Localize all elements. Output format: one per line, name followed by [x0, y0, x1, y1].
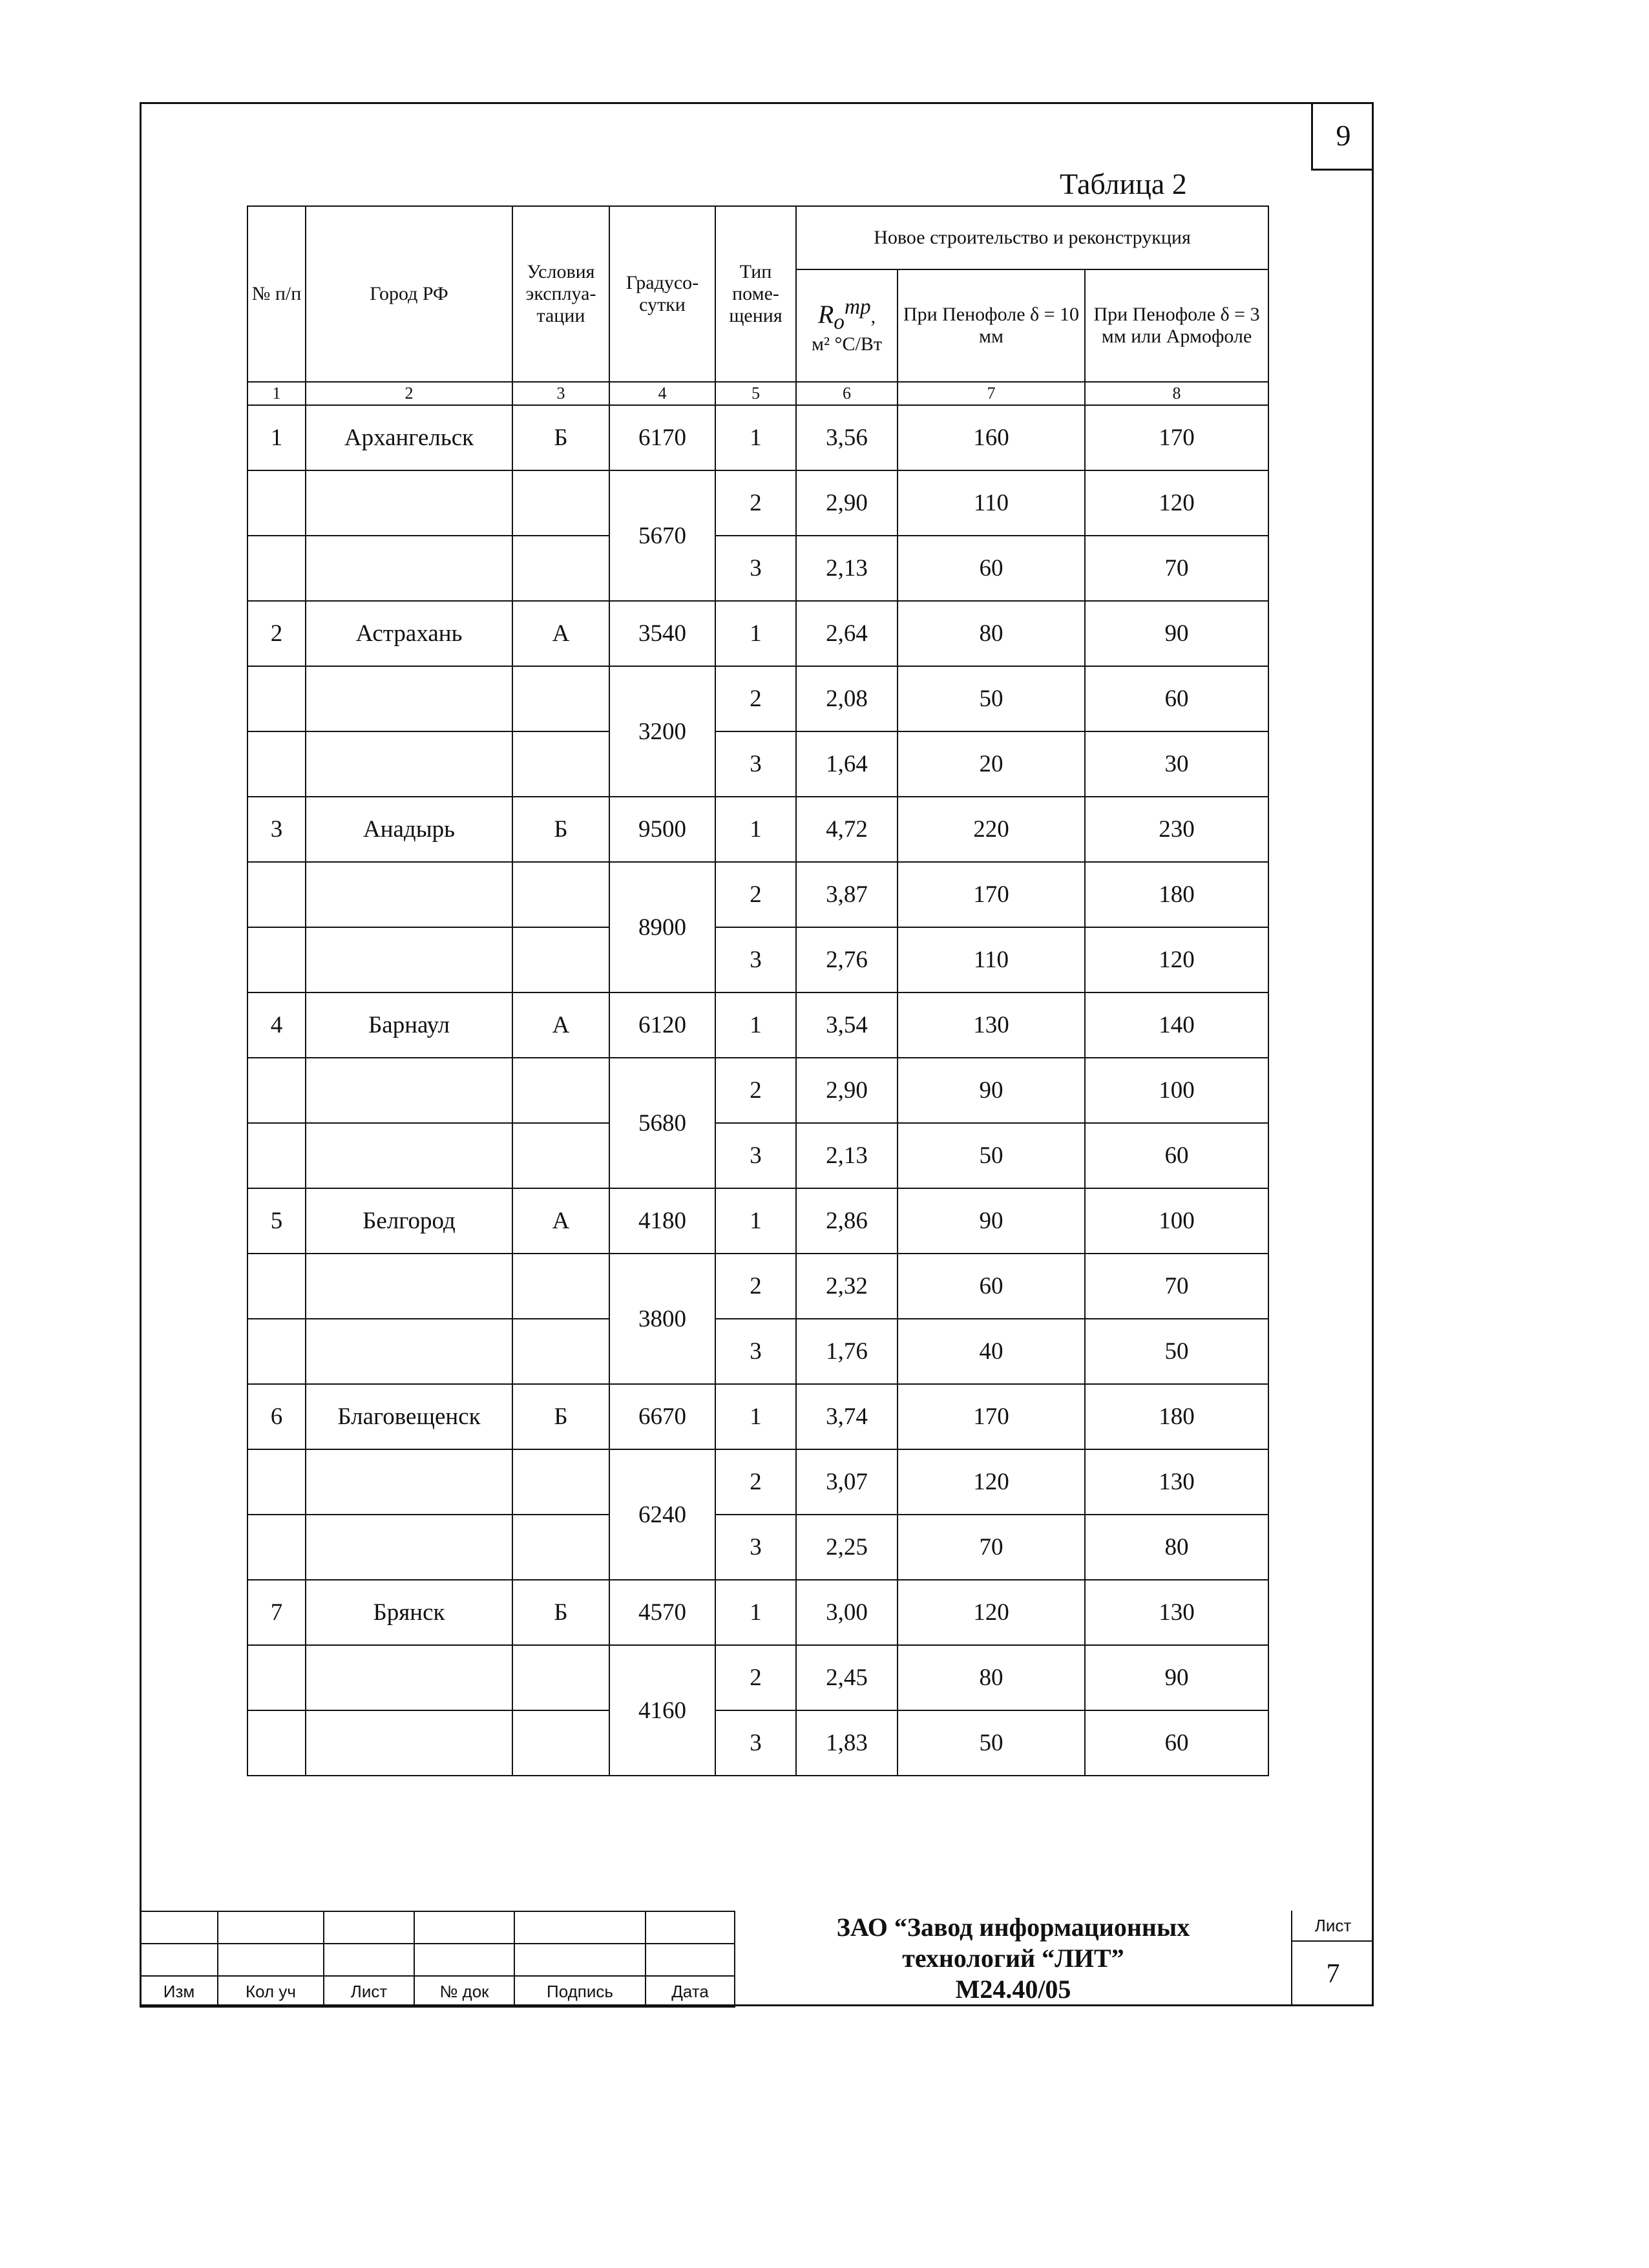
required-resistance: 1,83 [796, 1710, 898, 1776]
header-group: Новое строительство и реконструкция [796, 206, 1268, 269]
penofol-3-value: 70 [1085, 536, 1268, 601]
table-row [247, 601, 1268, 666]
table-row [247, 1123, 1268, 1188]
company-line-2: технологий “ЛИТ” [902, 1944, 1124, 1973]
required-resistance: 1,76 [796, 1319, 898, 1384]
page-number: 9 [1311, 102, 1374, 171]
empty-cell [512, 927, 609, 992]
company-line-1: ЗАО “Завод информационных [836, 1913, 1190, 1942]
required-resistance: 1,64 [796, 731, 898, 797]
penofol-10-value: 80 [898, 1645, 1085, 1710]
required-resistance: 2,45 [796, 1645, 898, 1710]
city-number: 7 [247, 1580, 306, 1645]
required-resistance: 3,56 [796, 405, 898, 470]
city-number: 3 [247, 797, 306, 862]
required-resistance: 4,72 [796, 797, 898, 862]
penofol-3-value: 130 [1085, 1449, 1268, 1515]
degree-days: 3200 [609, 666, 715, 797]
table-row [247, 1058, 1268, 1123]
col-number: 4 [609, 382, 715, 405]
data-table [247, 205, 1269, 1776]
required-resistance: 3,54 [796, 992, 898, 1058]
header-city: Город РФ [306, 206, 512, 382]
degree-days: 4160 [609, 1645, 715, 1776]
header-resistance: $R_o^{тр}$, м² °С/Вт [796, 269, 898, 382]
empty-cell [247, 1449, 306, 1515]
table-row [247, 470, 1268, 536]
table-row [247, 1645, 1268, 1710]
empty-cell [247, 1319, 306, 1384]
room-type: 1 [715, 1384, 796, 1449]
room-type: 2 [715, 1058, 796, 1123]
room-type: 2 [715, 1645, 796, 1710]
empty-cell [247, 536, 306, 601]
empty-cell [306, 731, 512, 797]
sheet-label: Лист [1292, 1911, 1374, 1942]
stamp-label-izm: Изм [140, 1976, 218, 2007]
stamp-label-list: Лист [324, 1976, 414, 2007]
penofol-10-value: 110 [898, 927, 1085, 992]
empty-cell [306, 470, 512, 536]
room-type: 1 [715, 992, 796, 1058]
penofol-3-value: 120 [1085, 470, 1268, 536]
city-name: Астрахань [306, 601, 512, 666]
penofol-10-value: 50 [898, 1123, 1085, 1188]
room-type: 1 [715, 1580, 796, 1645]
required-resistance: 3,00 [796, 1580, 898, 1645]
penofol-3-value: 140 [1085, 992, 1268, 1058]
city-number: 4 [247, 992, 306, 1058]
penofol-10-value: 40 [898, 1319, 1085, 1384]
empty-cell [512, 1515, 609, 1580]
operating-conditions: Б [512, 797, 609, 862]
empty-cell [306, 1645, 512, 1710]
penofol-3-value: 50 [1085, 1319, 1268, 1384]
empty-cell [512, 666, 609, 731]
degree-days: 6120 [609, 992, 715, 1058]
room-type: 2 [715, 1254, 796, 1319]
document-code: М24.40/05 [955, 1975, 1071, 2004]
required-resistance: 3,07 [796, 1449, 898, 1515]
city-name: Архангельск [306, 405, 512, 470]
required-resistance: 3,74 [796, 1384, 898, 1449]
table-row [247, 797, 1268, 862]
empty-cell [247, 1123, 306, 1188]
penofol-3-value: 100 [1085, 1058, 1268, 1123]
room-type: 3 [715, 731, 796, 797]
empty-cell [306, 1319, 512, 1384]
room-type: 3 [715, 536, 796, 601]
required-resistance: 2,13 [796, 1123, 898, 1188]
room-type: 3 [715, 1319, 796, 1384]
company-block [734, 1911, 1291, 2006]
room-type: 3 [715, 1123, 796, 1188]
degree-days: 6240 [609, 1449, 715, 1580]
empty-cell [306, 1123, 512, 1188]
penofol-3-value: 230 [1085, 797, 1268, 862]
stamp-label-kol-uch: Кол уч [218, 1976, 324, 2007]
table-row [247, 1710, 1268, 1776]
room-type: 3 [715, 1710, 796, 1776]
room-type: 2 [715, 666, 796, 731]
penofol-10-value: 170 [898, 862, 1085, 927]
empty-cell [306, 862, 512, 927]
operating-conditions: А [512, 992, 609, 1058]
penofol-10-value: 220 [898, 797, 1085, 862]
resistance-unit: м² °С/Вт [812, 333, 882, 355]
header-num: № п/п [247, 206, 306, 382]
room-type: 3 [715, 927, 796, 992]
empty-cell [247, 470, 306, 536]
penofol-10-value: 90 [898, 1058, 1085, 1123]
penofol-10-value: 110 [898, 470, 1085, 536]
empty-cell [512, 731, 609, 797]
penofol-10-value: 20 [898, 731, 1085, 797]
penofol-3-value: 90 [1085, 1645, 1268, 1710]
penofol-3-value: 90 [1085, 601, 1268, 666]
empty-cell [512, 1645, 609, 1710]
empty-cell [512, 862, 609, 927]
penofol-3-value: 170 [1085, 405, 1268, 470]
city-number: 5 [247, 1188, 306, 1254]
degree-days: 4180 [609, 1188, 715, 1254]
penofol-3-value: 60 [1085, 666, 1268, 731]
penofol-10-value: 70 [898, 1515, 1085, 1580]
table-row [247, 1515, 1268, 1580]
degree-days: 5670 [609, 470, 715, 601]
empty-cell [512, 1710, 609, 1776]
penofol-3-value: 130 [1085, 1580, 1268, 1645]
sheet-number: 7 [1326, 1959, 1340, 1989]
empty-cell [247, 1058, 306, 1123]
table-row [247, 1188, 1268, 1254]
operating-conditions: Б [512, 405, 609, 470]
table-row [247, 1254, 1268, 1319]
header-conditions: Условия эксплуа-тации [512, 206, 609, 382]
room-type: 2 [715, 470, 796, 536]
empty-cell [512, 1449, 609, 1515]
penofol-10-value: 90 [898, 1188, 1085, 1254]
degree-days: 6670 [609, 1384, 715, 1449]
city-number: 1 [247, 405, 306, 470]
empty-cell [306, 1058, 512, 1123]
room-type: 1 [715, 1188, 796, 1254]
required-resistance: 2,32 [796, 1254, 898, 1319]
room-type: 1 [715, 405, 796, 470]
penofol-3-value: 180 [1085, 862, 1268, 927]
column-number-row [247, 382, 1268, 405]
degree-days: 5680 [609, 1058, 715, 1188]
col-number: 7 [898, 382, 1085, 405]
room-type: 2 [715, 862, 796, 927]
operating-conditions: А [512, 1188, 609, 1254]
degree-days: 3800 [609, 1254, 715, 1384]
empty-cell [247, 1515, 306, 1580]
empty-cell [512, 536, 609, 601]
operating-conditions: А [512, 601, 609, 666]
empty-cell [512, 1058, 609, 1123]
penofol-3-value: 100 [1085, 1188, 1268, 1254]
empty-cell [512, 1123, 609, 1188]
empty-cell [306, 1710, 512, 1776]
penofol-10-value: 50 [898, 1710, 1085, 1776]
empty-cell [247, 1254, 306, 1319]
room-type: 2 [715, 1449, 796, 1515]
penofol-10-value: 50 [898, 666, 1085, 731]
stamp-label-signature: Подпись [514, 1976, 646, 2007]
city-name: Белгород [306, 1188, 512, 1254]
header-degree-days: Градусо-сутки [609, 206, 715, 382]
table-row [247, 405, 1268, 470]
empty-cell [306, 666, 512, 731]
penofol-3-value: 180 [1085, 1384, 1268, 1449]
penofol-3-value: 60 [1085, 1123, 1268, 1188]
city-name: Барнаул [306, 992, 512, 1058]
penofol-10-value: 130 [898, 992, 1085, 1058]
penofol-10-value: 60 [898, 536, 1085, 601]
penofol-10-value: 160 [898, 405, 1085, 470]
degree-days: 8900 [609, 862, 715, 992]
empty-cell [306, 927, 512, 992]
degree-days: 3540 [609, 601, 715, 666]
table-row [247, 666, 1268, 731]
stamp-label-date: Дата [646, 1976, 735, 2007]
sheet-block [1291, 1911, 1374, 2006]
empty-cell [247, 1645, 306, 1710]
resistance-symbol: $R_o^{тр}$ [817, 295, 871, 334]
penofol-10-value: 80 [898, 601, 1085, 666]
penofol-10-value: 60 [898, 1254, 1085, 1319]
penofol-10-value: 170 [898, 1384, 1085, 1449]
city-name: Анадырь [306, 797, 512, 862]
city-number: 6 [247, 1384, 306, 1449]
required-resistance: 2,86 [796, 1188, 898, 1254]
table-row [247, 927, 1268, 992]
required-resistance: 2,90 [796, 470, 898, 536]
empty-cell [306, 1254, 512, 1319]
penofol-3-value: 30 [1085, 731, 1268, 797]
table-row [247, 1449, 1268, 1515]
penofol-3-value: 80 [1085, 1515, 1268, 1580]
penofol-10-value: 120 [898, 1580, 1085, 1645]
col-number: 3 [512, 382, 609, 405]
empty-cell [512, 470, 609, 536]
table-row [247, 1319, 1268, 1384]
empty-cell [512, 1254, 609, 1319]
degree-days: 9500 [609, 797, 715, 862]
empty-cell [512, 1319, 609, 1384]
degree-days: 6170 [609, 405, 715, 470]
table-row [247, 1384, 1268, 1449]
penofol-3-value: 70 [1085, 1254, 1268, 1319]
empty-cell [306, 1515, 512, 1580]
empty-cell [247, 927, 306, 992]
empty-cell [306, 536, 512, 601]
empty-cell [306, 1449, 512, 1515]
operating-conditions: Б [512, 1384, 609, 1449]
empty-cell [247, 731, 306, 797]
operating-conditions: Б [512, 1580, 609, 1645]
city-name: Брянск [306, 1580, 512, 1645]
stamp-label-doc-num: № док [414, 1976, 514, 2007]
col-number: 8 [1085, 382, 1268, 405]
table-row [247, 862, 1268, 927]
room-type: 3 [715, 1515, 796, 1580]
required-resistance: 2,64 [796, 601, 898, 666]
table-caption: Таблица 2 [1060, 167, 1187, 200]
table-row [247, 992, 1268, 1058]
penofol-3-value: 60 [1085, 1710, 1268, 1776]
col-number: 1 [247, 382, 306, 405]
required-resistance: 2,13 [796, 536, 898, 601]
city-number: 2 [247, 601, 306, 666]
penofol-10-value: 120 [898, 1449, 1085, 1515]
required-resistance: 2,25 [796, 1515, 898, 1580]
city-name: Благовещенск [306, 1384, 512, 1449]
room-type: 1 [715, 601, 796, 666]
col-number: 6 [796, 382, 898, 405]
header-penofol-3: При Пенофоле δ = 3 мм или Армофоле [1085, 269, 1268, 382]
required-resistance: 2,90 [796, 1058, 898, 1123]
empty-cell [247, 862, 306, 927]
required-resistance: 2,76 [796, 927, 898, 992]
room-type: 1 [715, 797, 796, 862]
col-number: 2 [306, 382, 512, 405]
empty-cell [247, 666, 306, 731]
degree-days: 4570 [609, 1580, 715, 1645]
header-room-type: Тип поме-щения [715, 206, 796, 382]
revision-grid [140, 1911, 735, 2008]
empty-cell [247, 1710, 306, 1776]
table-row [247, 536, 1268, 601]
table-row [247, 731, 1268, 797]
header-penofol-10: При Пенофоле δ = 10 мм [898, 269, 1085, 382]
table-row [247, 1580, 1268, 1645]
title-block [140, 1911, 1374, 2006]
required-resistance: 3,87 [796, 862, 898, 927]
required-resistance: 2,08 [796, 666, 898, 731]
penofol-3-value: 120 [1085, 927, 1268, 992]
col-number: 5 [715, 382, 796, 405]
